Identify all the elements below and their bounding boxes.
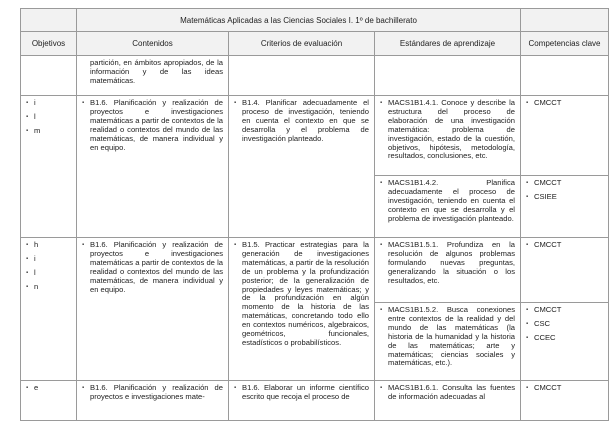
criterio-cell bbox=[229, 381, 375, 421]
header-estandares: Estándares de aprendizaje bbox=[375, 32, 521, 56]
contenido-cell bbox=[77, 96, 229, 238]
objetivo-item: ▪ n bbox=[26, 283, 71, 292]
objetivos-cell bbox=[21, 96, 77, 238]
competencia-item: ▪ CMCCT bbox=[526, 241, 603, 250]
continuation-row bbox=[21, 56, 609, 96]
title-spacer-right bbox=[521, 9, 609, 32]
objetivo-item: ▪ i bbox=[26, 255, 71, 264]
table-row bbox=[21, 96, 609, 176]
table-row bbox=[21, 381, 609, 421]
competencias-cell bbox=[521, 238, 609, 303]
competencia-item: ▪ CSIEE bbox=[526, 193, 603, 202]
criterio-item: ▪ B1.5. Practicar estrategias para la generación de investigaciones matemáticas, a partir de la resolución de un problema y la profundización posterior; de la generalización de propiedades y leyes matemáticas; y de la profundización en algún momento de la historia de las matemáticas, concretando todo ello en contextos numéricos, algebraicos, geométricos, funcionales, estadísticos o probabilísticos. bbox=[234, 241, 369, 348]
competencias-cell bbox=[521, 96, 609, 176]
objetivo-item: ▪ l bbox=[26, 113, 71, 122]
header-objetivos: Objetivos bbox=[21, 32, 77, 56]
estandar-cell bbox=[375, 96, 521, 176]
criterio-cell bbox=[229, 238, 375, 381]
header-row bbox=[21, 32, 609, 56]
estandar-cell bbox=[375, 238, 521, 303]
competencia-item: ▪ CMCCT bbox=[526, 306, 603, 315]
estandar-item: ▪ MACS1B1.6.1. Consulta las fuentes de información adecuadas al bbox=[380, 384, 515, 402]
estandar-item: ▪ MACS1B1.4.2. Planifica adecuadamente el proceso de investigación, teniendo en cuenta el contexto en que se desarrolla y el problema de investigación planteado. bbox=[380, 179, 515, 224]
continuation-estandar bbox=[375, 56, 521, 96]
competencia-item: ▪ CCEC bbox=[526, 334, 603, 343]
table-row bbox=[21, 238, 609, 303]
objetivo-item: ▪ e bbox=[26, 384, 71, 393]
continuation-criterio bbox=[229, 56, 375, 96]
objetivos-cell bbox=[21, 381, 77, 421]
contenido-item: ▪ B1.6. Planificación y realización de proyectos e investigaciones mate- bbox=[82, 384, 223, 402]
criterio-cell bbox=[229, 96, 375, 238]
objetivo-item: ▪ l bbox=[26, 269, 71, 278]
contenido-item: ▪ B1.6. Planificación y realización de proyectos e investigaciones matemáticas a partir de contextos de la realidad o contextos del mundo de las matemáticas, de manera individual y en equipo. bbox=[82, 99, 223, 152]
criterio-item: ▪ B1.6. Elaborar un informe científico escrito que recoja el proceso de bbox=[234, 384, 369, 402]
competencia-item: ▪ CMCCT bbox=[526, 99, 603, 108]
header-criterios: Criterios de evaluación bbox=[229, 32, 375, 56]
competencia-item: ▪ CMCCT bbox=[526, 179, 603, 188]
estandar-item: ▪ MACS1B1.5.1. Profundiza en la resolución de algunos problemas formulando nuevas preguntas, generalizando la situación o los resultados, etc. bbox=[380, 241, 515, 286]
continuation-competencias bbox=[521, 56, 609, 96]
continuation-contenido bbox=[77, 56, 229, 96]
continuation-text: partición, en ámbitos apropiados, de la información y de las ideas matemáticas. bbox=[90, 58, 223, 85]
continuation-objetivos bbox=[21, 56, 77, 96]
estandar-cell bbox=[375, 303, 521, 381]
objetivo-item: ▪ m bbox=[26, 127, 71, 136]
estandar-item: ▪ MACS1B1.4.1. Conoce y describe la estructura del proceso de elaboración de una investigación matemática: problema de investigación, estado de la cuestión, objetivos, hipótesis, metodología, resultados, conclusiones, etc. bbox=[380, 99, 515, 161]
contenido-cell bbox=[77, 381, 229, 421]
header-contenidos: Contenidos bbox=[77, 32, 229, 56]
objetivos-cell bbox=[21, 238, 77, 381]
estandar-cell bbox=[375, 381, 521, 421]
competencias-cell bbox=[521, 303, 609, 381]
competencia-item: ▪ CMCCT bbox=[526, 384, 603, 393]
table-title: Matemáticas Aplicadas a las Ciencias Sociales I. 1º de bachillerato bbox=[77, 9, 521, 32]
curriculum-table bbox=[20, 8, 609, 421]
contenido-cell bbox=[77, 238, 229, 381]
estandar-cell bbox=[375, 176, 521, 238]
contenido-item: ▪ B1.6. Planificación y realización de proyectos e investigaciones matemáticas a partir de contextos de la realidad o contextos del mundo de las matemáticas, de manera individual y en equipo. bbox=[82, 241, 223, 294]
estandar-item: ▪ MACS1B1.5.2. Busca conexiones entre contextos de la realidad y del mundo de las matemáticas (la historia de la humanidad y la historia de las matemáticas; arte y matemáticas; ciencias sociales y matemáticas, etc.). bbox=[380, 306, 515, 368]
competencias-cell bbox=[521, 176, 609, 238]
competencias-cell bbox=[521, 381, 609, 421]
header-competencias: Competencias clave bbox=[521, 32, 609, 56]
title-spacer-left bbox=[21, 9, 77, 32]
criterio-item: ▪ B1.4. Planificar adecuadamente el proceso de investigación, teniendo en cuenta el contexto en que se desarrolla y el problema de investigación planteado. bbox=[234, 99, 369, 144]
objetivo-item: ▪ h bbox=[26, 241, 71, 250]
objetivo-item: ▪ i bbox=[26, 99, 71, 108]
title-row bbox=[21, 9, 609, 32]
competencia-item: ▪ CSC bbox=[526, 320, 603, 329]
